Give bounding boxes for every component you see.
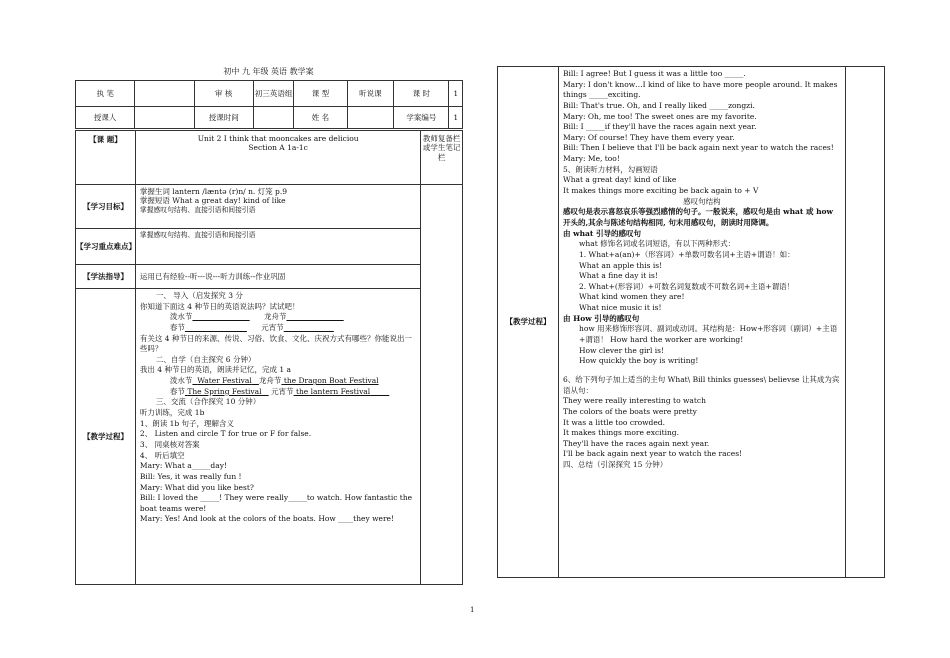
topic-title: Unit 2 I think that mooncakes are deliciou: [197, 134, 359, 143]
answer-row-2: [140, 387, 416, 398]
example-line: What nice music it is!: [579, 303, 662, 313]
answer-spring: The Spring Festival: [187, 386, 262, 396]
dialogue-line: Bill: I agree! But I guess it was a little too _____.: [563, 69, 746, 78]
phrase-line: It makes things more exciting be back again to + V: [563, 186, 759, 196]
festival-blank-row-2: [140, 323, 416, 334]
dialogue-line: Mary: Yes! And look at the colors of the boats. How ____they were!: [139, 514, 394, 524]
festival-water-label: 泼水节: [169, 312, 193, 322]
festival-spring-label: 春节: [169, 322, 185, 332]
goals-label: 【学习目标】: [76, 185, 136, 229]
cell-review-label: 审 核: [194, 81, 253, 107]
example-line: What an apple this is!: [579, 260, 663, 270]
notes-column-label: 教师复备栏或学生笔记栏: [422, 134, 461, 162]
task-listen-circle: 2、 Listen and circle T for true or F for false.: [139, 429, 312, 439]
sentence-line: The colors of the boats were pretty: [563, 406, 697, 416]
answer-dragon-label: 龙舟节: [258, 376, 282, 386]
sentence-line: They'll have the races again next year.: [563, 438, 710, 448]
left-header-table: [75, 80, 463, 129]
task-read-underline: 5、朗读听力材料，勾画短语: [563, 164, 658, 174]
method-label: 【学法指导】: [76, 265, 136, 289]
answer-water-label: 泼水节: [169, 376, 193, 386]
keypoints-label: 【学习重点难点】: [76, 229, 136, 265]
listening-task: 听力训练，完成 1b: [139, 408, 205, 418]
example-line: What a fine day it is!: [579, 271, 658, 281]
right-body-table: [497, 66, 885, 578]
goals-content: [135, 185, 420, 229]
notes-column: [421, 185, 463, 585]
dialogue-line: Bill: Yes, it was really fun !: [139, 471, 242, 481]
dialogue-line: Mary: Of course! They have them every year.: [563, 132, 735, 142]
festival-dragon-label: 龙舟节: [263, 312, 287, 322]
keypoints-content: 掌握感叹句结构、直接引语和间接引语: [135, 229, 420, 265]
right-notes-column: [845, 67, 884, 578]
topic-content: [135, 131, 420, 185]
question-festival-names: 你知道下面这 4 种节日的英语说法吗？试试吧！: [139, 301, 300, 311]
sentence-line: I'll be back again next year to watch the races!: [563, 449, 743, 459]
task-check-answers: 3、 同桌核对答案: [139, 439, 200, 449]
cell-teacher-value: [135, 107, 194, 129]
cell-name-value: [347, 107, 394, 129]
dialogue-line: Bill: Then I believe that I'll be back again next year to watch the races!: [563, 143, 834, 153]
topic-label: 【课 题】: [76, 131, 136, 185]
sentence-line: It makes things more exciting.: [563, 428, 679, 438]
sentence-line: They were really interesting to watch: [563, 396, 706, 406]
step-selfstudy-heading: 二、自学（自主探究 6 分钟）: [155, 354, 256, 364]
step-import-heading: 一、 导入（启发探究 3 分: [155, 291, 243, 300]
answer-water: Water Festival: [197, 376, 252, 386]
answer-row-1: [140, 376, 416, 387]
cell-type-label: 课 型: [294, 81, 347, 107]
dialogue-line: Bill: That's true. Oh, and I really liked _____zongzi.: [563, 100, 755, 110]
cell-writer-value: [135, 81, 194, 107]
what-exclamation-heading: 由 what 引导的感叹句: [563, 228, 641, 238]
goal-line-2: 掌握短语 What a great day! kind of like: [139, 196, 286, 206]
task-read-1b: 1、朗读 1b 句子，理解含义: [139, 418, 235, 428]
dialogue-line: Mary: Me, too!: [563, 154, 620, 164]
answer-lantern-label: 元宵节: [271, 386, 294, 396]
step-summary-heading: 四、总结（引深探究 15 分钟）: [563, 460, 668, 470]
cell-teacher-label: 授课人: [76, 107, 135, 129]
cell-date-label: 授课时间: [194, 107, 253, 129]
cell-writer-label: 执 笔: [76, 81, 135, 107]
festival-blank-row-1: [140, 312, 416, 323]
cell-number-value: 1: [449, 107, 463, 129]
rule-line: 1. What+a(an)+（形容词）+单数可数名词+主语+谓语！如：: [579, 249, 795, 259]
dialogue-line: Mary: What a_____day!: [139, 461, 227, 471]
exclamation-definition: 感叹句是表示喜怒哀乐等强烈感情的句子。一般说来，感叹句是由 what 或 how 开头的,其余与陈述句结构相同, 句末用感叹句，朗读时用降调。: [563, 207, 833, 227]
dialogue-line: Mary: What did you like best?: [139, 482, 254, 492]
example-line: How clever the girl is!: [579, 345, 665, 355]
cell-period-label: 课 时: [394, 81, 449, 107]
cell-review-value: 初三英语组: [253, 81, 294, 107]
festival-lantern-label: 元宵节: [261, 322, 284, 332]
cell-period-value: 1: [449, 81, 463, 107]
dialogue-line: Bill: I loved the _____! They were really_____to watch. How fantastic the boat teams were!: [139, 493, 413, 513]
dialogue-line: Mary: I don't know…I kind of like to have more people around. It makes things _____exciting.: [563, 79, 838, 100]
dialogue-line: Bill: I _____if they'll have the races again next year.: [563, 122, 757, 132]
process-content: [135, 289, 420, 585]
left-body-table: [75, 130, 463, 585]
rule-line: 2. What+(形容词）+可数名词复数或不可数名词+主语+谓语！: [579, 281, 795, 291]
example-line: What kind women they are!: [579, 292, 685, 302]
blank-line[interactable]: [192, 312, 249, 321]
goal-line-1: 掌握生词 lantern /læntə (r)n/ n. 灯笼 p.9: [139, 187, 288, 196]
right-process-content: [559, 67, 846, 578]
rule-line: how 用来修饰形容词、副词或动词。其结构是：How+形容词（副词）+主语+谓语！ How hard the worker are working!: [579, 324, 838, 345]
cell-type-value: 听说课: [347, 81, 394, 107]
left-page-title: 初中 九 年级 英语 教学案: [223, 67, 314, 76]
blank-line[interactable]: [286, 312, 343, 321]
cell-date-value: [253, 107, 294, 129]
notes-column-header: [421, 131, 463, 185]
process-label: 【教学过程】: [76, 289, 136, 585]
instruction-1a: 我出 4 种节日的英语，朗读并记忆，完成 1 a: [139, 365, 291, 375]
exclamation-structure-heading: 感叹句结构: [683, 196, 721, 206]
answer-spring-label: 春节: [169, 386, 185, 396]
step-exchange-heading: 三、交流（合作探究 10 分钟）: [155, 397, 261, 407]
phrase-line: What a great day! kind of like: [563, 175, 677, 185]
blank-line[interactable]: [185, 323, 247, 332]
sentence-line: It was a little too crowded.: [563, 417, 665, 427]
page-number: 1: [470, 606, 475, 614]
how-exclamation-heading: 由 How 引导的感叹句: [563, 313, 640, 323]
question-festival-origins: 有关这 4 种节日的来源、传说、习俗、饮食、文化、庆祝方式有哪些？你能说出一些吗？: [139, 333, 412, 354]
rule-line: what 修饰名词或名词短语，有以下两种形式：: [579, 239, 736, 249]
answer-lantern: the lantern Festival: [295, 386, 371, 396]
method-content: 运用已有经验--听---说---听力训练--作业巩固: [135, 265, 420, 289]
blank-line[interactable]: [284, 323, 334, 332]
cell-name-label: 姓 名: [294, 107, 347, 129]
cell-number-label: 学案编号: [394, 107, 449, 129]
example-line: How quickly the boy is writing!: [579, 356, 699, 366]
task-object-clause: 6、给下列句子加上适当的主句 What\ Bill thinks guesses\ believse 让其成为宾语从句：: [563, 374, 840, 395]
goal-line-3: 掌握感叹句结构、直接引语和间接引语: [139, 205, 256, 214]
dialogue-line: Mary: Oh, me too! The sweet ones are my favorite.: [563, 111, 757, 121]
answer-dragon: the Dragon Boat Festival: [283, 376, 379, 386]
right-process-label: 【教学过程】: [498, 67, 559, 578]
task-fill-blanks: 4、 听后填空: [139, 450, 185, 460]
topic-section: Section A 1a-1c: [248, 143, 308, 153]
